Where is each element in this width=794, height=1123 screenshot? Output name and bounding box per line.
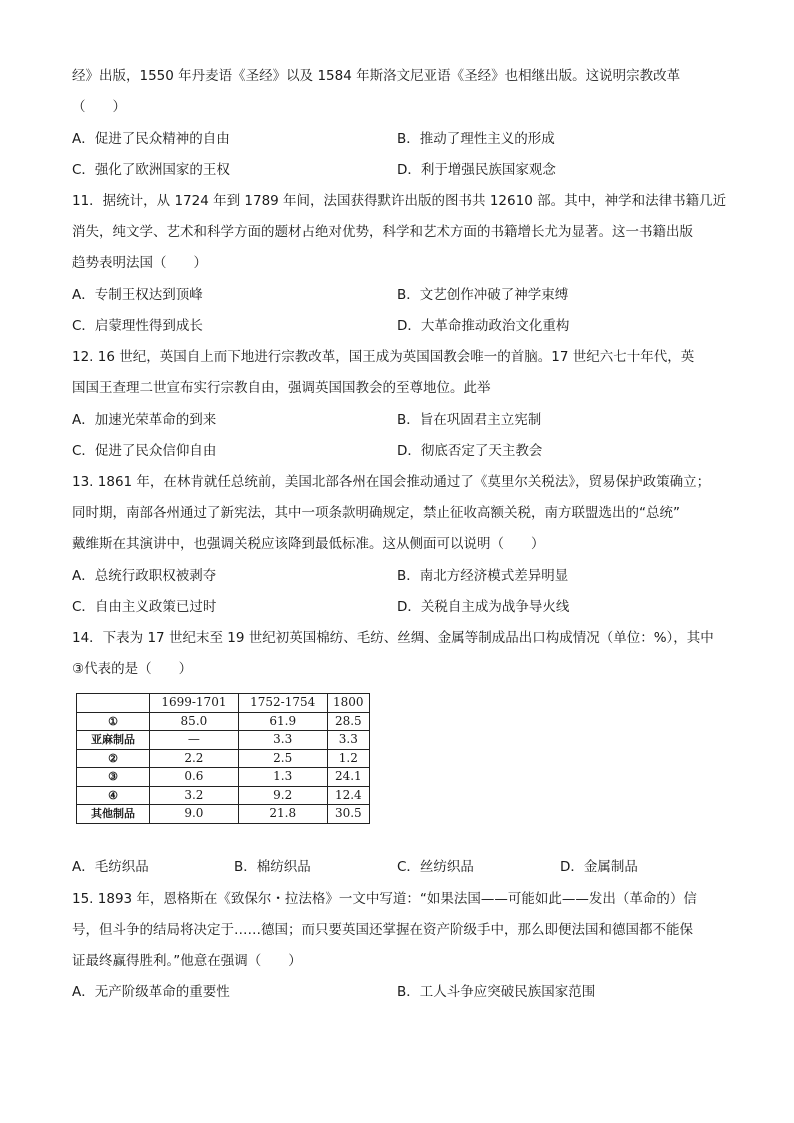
table-cell: 21.8 [238, 805, 327, 824]
q13-stem-line-3: 戴维斯在其演讲中，也强调关税应该降到最低标准。这从侧面可以说明（ ） [72, 536, 545, 552]
q13-option-c[interactable]: C．自由主义政策已过时 [72, 599, 217, 615]
q14-stem-line-1: 14．下表为 17 世纪末至 19 世纪初英国棉纺、毛纺、丝绸、金属等制成品出口构成情况（单位：%），其中 [72, 630, 714, 646]
q15-stem-line-3: 证最终赢得胜利。”他意在强调（ ） [72, 953, 302, 969]
table-cell: 85.0 [150, 712, 239, 731]
table-cell: 2.5 [238, 749, 327, 768]
q15-option-a[interactable]: A．无产阶级革命的重要性 [72, 984, 230, 1000]
table-header-cell: 1752-1754 [238, 694, 327, 713]
q11-stem-line-3: 趋势表明法国（ ） [72, 255, 207, 271]
table-row-label: 其他制品 [77, 805, 150, 824]
q11-option-d[interactable]: D．大革命推动政治文化重构 [397, 318, 570, 334]
table-row [77, 749, 370, 768]
q12-stem-line-1: 12. 16 世纪，英国自上而下地进行宗教改革，国王成为英国国教会唯一的首脑。17 世纪六七十年代，英 [72, 349, 695, 365]
table-cell: 24.1 [327, 768, 369, 787]
q12-stem-line-2: 国国王查理二世宣布实行宗教自由，强调英国国教会的至尊地位。此举 [72, 380, 491, 396]
q13-stem-line-2: 同时期，南部各州通过了新宪法，其中一项条款明确规定，禁止征收高额关税，南方联盟选出的“总统” [72, 505, 680, 521]
table-cell: 3.3 [327, 731, 369, 750]
q10-option-c[interactable]: C．强化了欧洲国家的王权 [72, 162, 230, 178]
table-cell: 9.2 [238, 786, 327, 805]
table-row [77, 786, 370, 805]
table-row-label: ② [77, 749, 150, 768]
table-row [77, 731, 370, 750]
table-row [77, 805, 370, 824]
q13-option-b[interactable]: B．南北方经济模式差异明显 [397, 568, 569, 584]
q12-option-c[interactable]: C．促进了民众信仰自由 [72, 443, 217, 459]
q11-option-b[interactable]: B．文艺创作冲破了神学束缚 [397, 287, 569, 303]
table-header-cell: 1800 [327, 694, 369, 713]
q11-option-a[interactable]: A．专制王权达到顶峰 [72, 287, 203, 303]
q12-option-a[interactable]: A．加速光荣革命的到来 [72, 412, 217, 428]
q10-option-d[interactable]: D．利于增强民族国家观念 [397, 162, 556, 178]
table-header-cell [77, 694, 150, 713]
q11-stem-line-1: 11．据统计，从 1724 年到 1789 年间，法国获得默许出版的图书共 12610 部。其中，神学和法律书籍几近 [72, 193, 727, 209]
table-cell: 0.6 [150, 768, 239, 787]
table-cell: 2.2 [150, 749, 239, 768]
q15-stem-line-1: 15. 1893 年，恩格斯在《致保尔・拉法格》一文中写道：“如果法国——可能如此——发出（革命的）信 [72, 891, 697, 907]
table-cell: 3.2 [150, 786, 239, 805]
table-cell: 12.4 [327, 786, 369, 805]
table-cell: 28.5 [327, 712, 369, 731]
table-cell: 1.2 [327, 749, 369, 768]
table-cell: 3.3 [238, 731, 327, 750]
q12-option-d[interactable]: D．彻底否定了天主教会 [397, 443, 543, 459]
q12-option-b[interactable]: B．旨在巩固君主立宪制 [397, 412, 542, 428]
q14-option-a[interactable]: A．毛纺织品 [72, 859, 149, 875]
table-cell: 61.9 [238, 712, 327, 731]
table-row-label: ③ [77, 768, 150, 787]
q14-option-c[interactable]: C．丝纺织品 [397, 859, 474, 875]
table-row [77, 712, 370, 731]
q15-option-b[interactable]: B．工人斗争应突破民族国家范围 [397, 984, 596, 1000]
table-row [77, 768, 370, 787]
q13-stem-line-1: 13. 1861 年，在林肯就任总统前，美国北部各州在国会推动通过了《莫里尔关税法》，贸易保护政策确立； [72, 474, 711, 490]
q13-option-d[interactable]: D．关税自主成为战争导火线 [397, 599, 570, 615]
table-cell: — [150, 731, 239, 750]
table-row-label: ④ [77, 786, 150, 805]
table-row-label: ① [77, 712, 150, 731]
table-row-label: 亚麻制品 [77, 731, 150, 750]
table-cell: 30.5 [327, 805, 369, 824]
q11-stem-line-2: 消失，纯文学、艺术和科学方面的题材占绝对优势，科学和艺术方面的书籍增长尤为显著。这一书籍出版 [72, 224, 693, 240]
table-cell: 1.3 [238, 768, 327, 787]
q14-option-b[interactable]: B．棉纺织品 [234, 859, 311, 875]
q13-option-a[interactable]: A．总统行政职权被剥夺 [72, 568, 217, 584]
q14-option-d[interactable]: D．金属制品 [560, 859, 638, 875]
q10-option-b[interactable]: B．推动了理性主义的形成 [397, 131, 555, 147]
table-cell: 9.0 [150, 805, 239, 824]
q10-stem-line: 经》出版，1550 年丹麦语《圣经》以及 1584 年斯洛文尼亚语《圣经》也相继出版。这说明宗教改革 [72, 68, 681, 84]
table-header-cell: 1699-1701 [150, 694, 239, 713]
q10-option-a[interactable]: A．促进了民众精神的自由 [72, 131, 230, 147]
q11-option-c[interactable]: C．启蒙理性得到成长 [72, 318, 203, 334]
table-header-row [77, 694, 370, 713]
q14-stem-line-2: ③代表的是（ ） [72, 661, 193, 677]
q10-answer-paren: （ ） [72, 99, 126, 115]
export-composition-table [76, 693, 370, 824]
q15-stem-line-2: 号，但斗争的结局将决定于……德国；而只要英国还掌握在资产阶级手中，那么即便法国和德国都不能保 [72, 922, 693, 938]
